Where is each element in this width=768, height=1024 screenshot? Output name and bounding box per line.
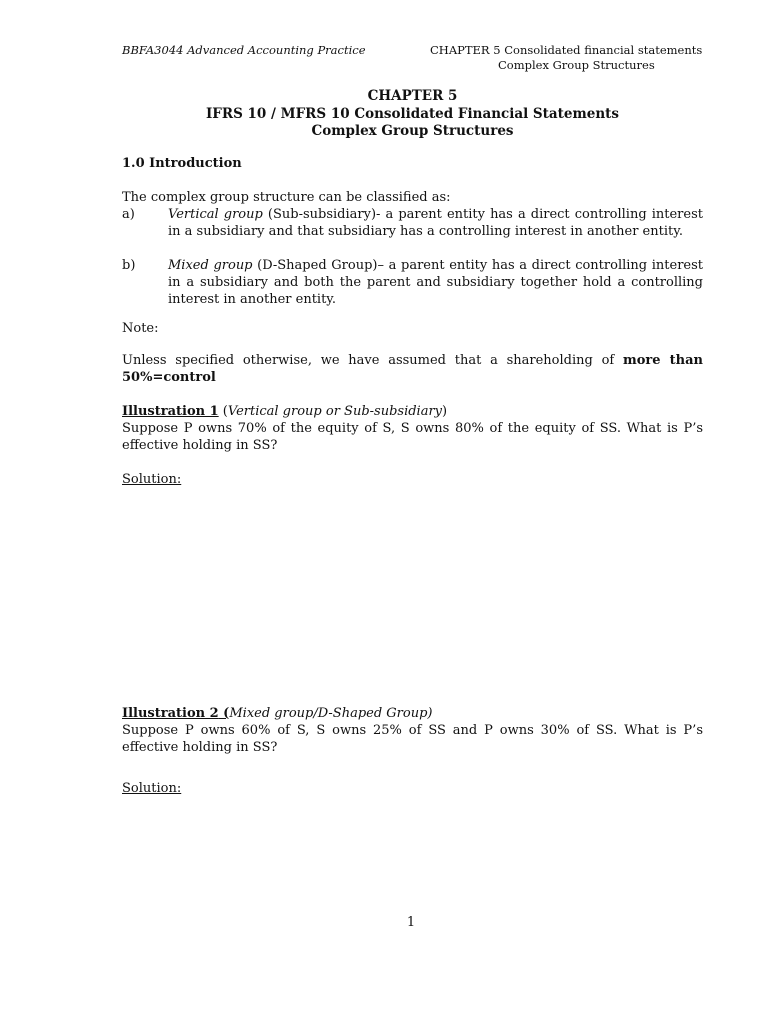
list-item-text: (D-Shaped Group)– a parent entity has a direct controlling interest in a subsidiary and both the parent and subsidiary together hold a controlling interest in another entity.	[168, 258, 703, 307]
illustration-title: Illustration 2	[122, 706, 219, 721]
list-item-body	[168, 206, 703, 240]
list-item-term: Mixed group	[168, 258, 253, 273]
illustration-2-question: Suppose P owns 60% of S, S owns 25% of SS and P owns 30% of SS. What is P’s effective holding in SS?	[122, 723, 703, 755]
illustration-1-solution-label: Solution:	[122, 472, 182, 487]
illustration-1-question: Suppose P owns 70% of the equity of S, S owns 80% of the equity of SS. What is P’s effective holding in SS?	[122, 421, 703, 453]
intro-lead: The complex group structure can be classified as:	[122, 190, 451, 205]
note-label: Note:	[122, 321, 159, 336]
header-chapter-line-2: Complex Group Structures	[498, 58, 655, 72]
illustration-paren-open: (	[218, 404, 228, 419]
list-item-mixed-group	[122, 257, 703, 308]
title-block	[122, 88, 703, 141]
page-number: 1	[406, 915, 416, 930]
topic-title: Complex Group Structures	[311, 123, 514, 139]
illustration-2-heading	[122, 705, 703, 722]
illustration-subtitle: Vertical group or Sub-subsidiary	[227, 404, 443, 419]
illustration-title: Illustration 1	[122, 404, 219, 419]
section-heading: 1.0 Introduction	[122, 156, 242, 171]
chapter-title: CHAPTER 5	[367, 88, 458, 104]
header-course: BBFA3044 Advanced Accounting Practice	[122, 43, 366, 57]
list-item-text: (Sub-subsidiary)- a parent entity has a direct controlling interest in a subsidiary and that subsidiary has a controlling interest in another entity.	[168, 207, 703, 239]
assumption-text: Unless specified otherwise, we have assumed that a shareholding of	[122, 353, 623, 368]
list-item-label: a)	[122, 207, 135, 222]
list-item-term: Vertical group	[168, 207, 263, 222]
list-item-body	[168, 257, 703, 308]
illustration-1-heading	[122, 403, 703, 420]
assumption-paragraph	[122, 352, 703, 386]
list-item-vertical-group	[122, 206, 703, 240]
illustration-subtitle: Mixed group/D-Shaped Group)	[229, 706, 433, 721]
illustration-2-solution-label: Solution:	[122, 781, 182, 796]
assumption-bold: more than 50%=control	[122, 353, 703, 385]
illustration-paren-open: (	[218, 706, 230, 721]
header-chapter-line-1: CHAPTER 5 Consolidated financial statements	[430, 43, 703, 57]
list-item-label: b)	[122, 258, 136, 273]
standard-title: IFRS 10 / MFRS 10 Consolidated Financial Statements	[205, 105, 620, 122]
illustration-paren-close: )	[442, 404, 448, 419]
